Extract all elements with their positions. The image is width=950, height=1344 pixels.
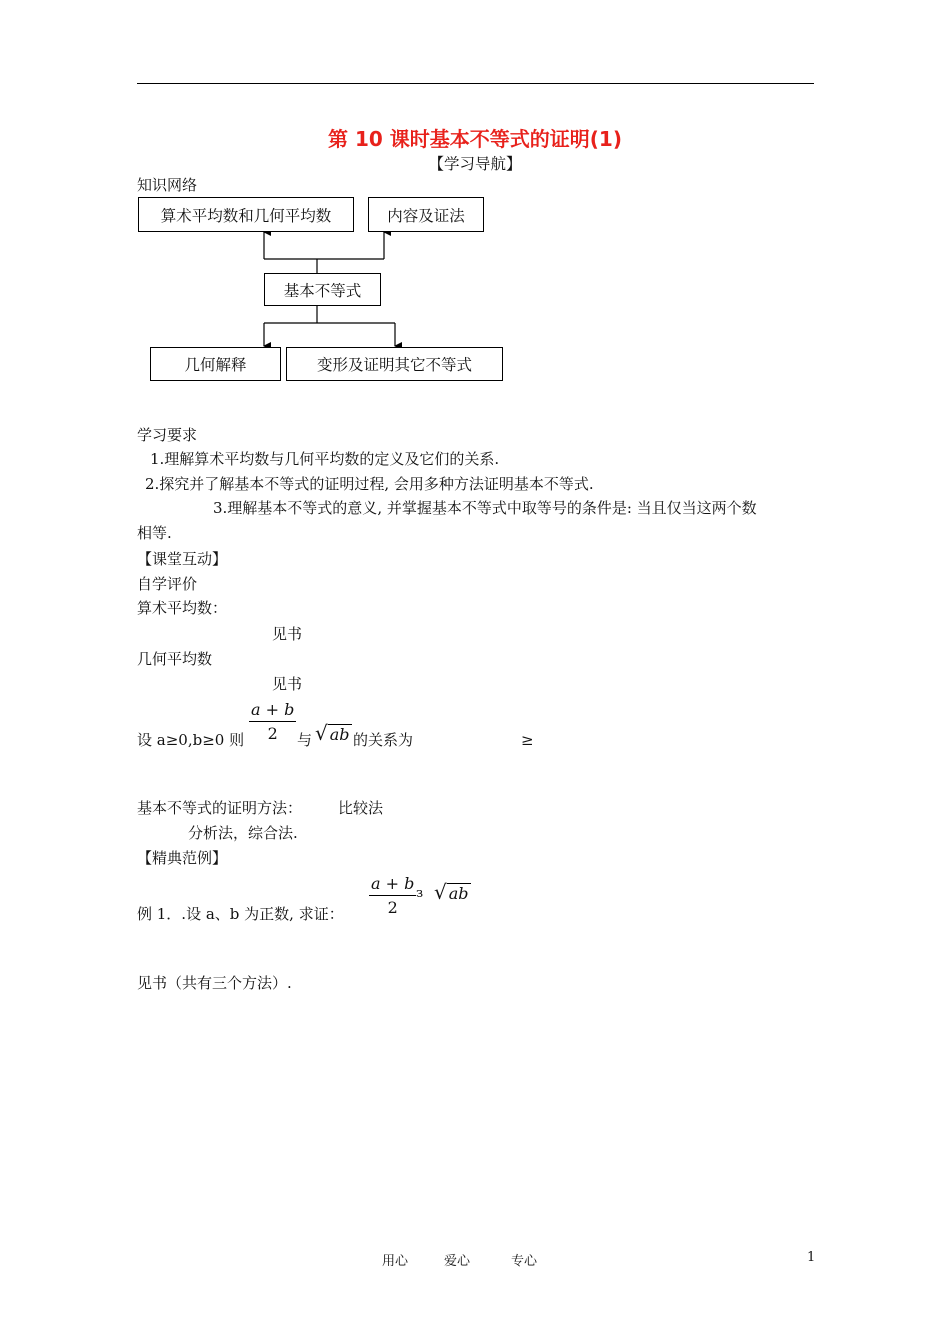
- fraction-numerator: a + b: [249, 700, 296, 722]
- page-number: 1: [807, 1250, 816, 1265]
- proof-method-2: 分析法，综合法.: [188, 824, 298, 842]
- proof-method-1: 比较法: [338, 799, 384, 817]
- proof-methods-label: 基本不等式的证明方法：: [137, 799, 303, 817]
- gm-label: 几何平均数: [137, 650, 213, 668]
- example-1-text: 例 1．.设 a、b 为正数, 求证：: [137, 905, 344, 923]
- relation-geq: ≥: [521, 731, 534, 749]
- fraction-a-plus-b-over-2: [249, 700, 296, 743]
- footer-item-2: 爱心: [444, 1254, 471, 1269]
- ex1-fraction-denominator: 2: [387, 898, 398, 917]
- requirement-item-3: 3.理解基本不等式的意义, 并掌握基本不等式中取等号的条件是: 当且仅当这两个数: [213, 499, 757, 517]
- examples-heading: 【精典范例】: [137, 849, 228, 867]
- example-1-answer: 见书（共有三个方法）.: [137, 974, 292, 992]
- classroom-heading: 【课堂互动】: [137, 550, 228, 568]
- self-eval-label: 自学评价: [137, 575, 198, 593]
- nav-heading: 【学习导航】: [428, 155, 522, 173]
- sqrt-argument: ab: [329, 725, 350, 744]
- fraction-denominator: 2: [267, 724, 278, 743]
- radical-icon: √: [315, 721, 328, 745]
- footer-item-1: 用心: [382, 1254, 409, 1269]
- sqrt-ab: [315, 721, 352, 745]
- relation-and: 与: [297, 731, 313, 749]
- requirement-item-3-cont: 相等.: [137, 524, 172, 542]
- relation-suffix: 的关系为: [353, 731, 414, 749]
- relation-prefix: 设 a≥0,b≥0 则: [137, 731, 245, 749]
- requirement-item-1: 1.理解算术平均数与几何平均数的定义及它们的关系.: [150, 450, 500, 468]
- requirements-heading: 学习要求: [137, 426, 198, 444]
- box-basic-inequality: 基本不等式: [264, 273, 381, 306]
- page-title: 第 10 课时基本不等式的证明(1): [328, 127, 622, 151]
- ex1-geq-glyph: з: [416, 886, 424, 901]
- box-geometric-interpretation: 几何解释: [150, 347, 281, 381]
- radical-icon: √: [434, 880, 447, 904]
- footer-item-3: 专心: [511, 1254, 538, 1269]
- knowledge-net-label: 知识网络: [137, 176, 198, 194]
- ex1-sqrt-argument: ab: [448, 884, 469, 903]
- see-book-2: 见书: [272, 675, 303, 693]
- box-content-proof: 内容及证法: [368, 197, 484, 232]
- requirement-item-2: 2.探究并了解基本不等式的证明过程, 会用多种方法证明基本不等式.: [145, 475, 594, 493]
- ex1-fraction: [369, 874, 416, 917]
- ex1-sqrt-ab: [434, 880, 471, 904]
- box-am-gm: 算术平均数和几何平均数: [138, 197, 354, 232]
- box-transform-prove: 变形及证明其它不等式: [286, 347, 503, 381]
- ex1-fraction-numerator: a + b: [369, 874, 416, 896]
- see-book-1: 见书: [272, 625, 303, 643]
- am-label: 算术平均数：: [137, 599, 228, 617]
